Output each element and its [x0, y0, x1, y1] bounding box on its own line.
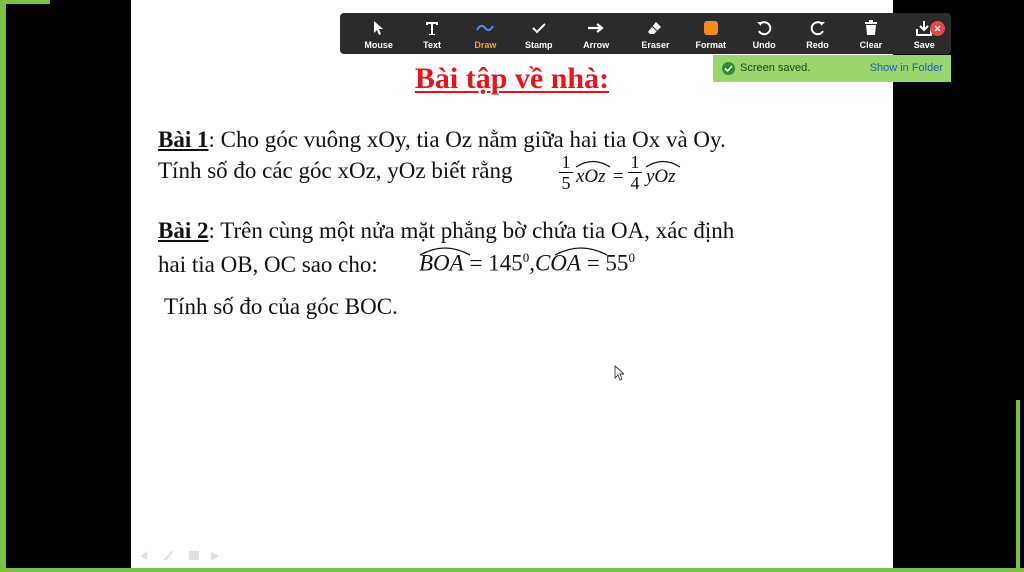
tool-label: Draw [474, 40, 497, 50]
mouse-cursor-icon [614, 365, 624, 381]
tool-label: Clear [859, 40, 883, 50]
draw-icon [476, 19, 494, 37]
trash-icon [862, 19, 880, 37]
exercise-1-line-1 [158, 125, 726, 155]
text-icon [423, 19, 441, 37]
tool-label: Undo [752, 40, 776, 50]
degree-sup: 0 [522, 250, 530, 265]
share-frame-right [1016, 400, 1020, 572]
tool-undo[interactable] [737, 13, 790, 54]
tool-label: Stamp [525, 40, 553, 50]
stamp-check-icon [530, 19, 548, 37]
tool-label: Arrow [583, 40, 610, 50]
fraction-one-fifth [559, 153, 573, 192]
exercise-2-line-2: hai tia OB, OC sao cho: [158, 252, 378, 277]
close-toolbar-button[interactable] [930, 21, 945, 36]
exercise-2-text: : Trên cùng một nửa mặt phẳng bờ chứa tia OA, xác định [208, 218, 735, 243]
tool-eraser[interactable] [627, 13, 684, 54]
angle-xoz: xOz [576, 166, 606, 187]
tool-arrow[interactable] [566, 13, 627, 54]
angle-hat-icon [554, 244, 608, 256]
undo-icon [755, 19, 773, 37]
angle-boa: BOA [419, 250, 464, 276]
tool-label: Format [695, 40, 727, 50]
tool-format[interactable] [684, 13, 737, 54]
notice-message: Screen saved. [740, 62, 811, 74]
check-circle-icon [722, 62, 735, 75]
shared-slide [131, 0, 893, 568]
degree-sup: 0 [628, 250, 635, 265]
share-frame-left [0, 0, 6, 572]
exercise-1-text: : Cho góc vuông xOy, tia Oz nằm giữa hai tia Ox và Oy. [208, 127, 726, 152]
eraser-icon [646, 19, 664, 37]
tool-label: Mouse [364, 40, 393, 50]
fraction-one-fourth [628, 153, 642, 192]
tool-text[interactable] [405, 13, 458, 54]
exercise-2-line-1 [158, 216, 734, 246]
mouse-pointer-icon [370, 19, 388, 37]
slide-nav-icons [139, 548, 229, 562]
angle-coa-value: = 55 [580, 250, 629, 276]
arrow-icon [587, 19, 605, 37]
tool-label: Eraser [641, 40, 670, 50]
fraction-denominator: 5 [561, 173, 571, 194]
angle-coa: COA [534, 250, 581, 276]
exercise-1-line-2: Tính số đo các góc xOz, yOz biết rằng [158, 158, 513, 183]
slide-title: Bài tập về nhà: [414, 62, 610, 95]
fraction-numerator: 1 [561, 152, 571, 172]
exercise-2-line-3: Tính số đo của góc BOC. [164, 294, 398, 319]
tool-label: Redo [806, 40, 829, 50]
fraction-numerator: 1 [630, 152, 640, 172]
tool-stamp[interactable] [512, 13, 565, 54]
share-frame-bottom [0, 568, 1024, 572]
equals-sign: = [613, 166, 624, 187]
show-in-folder-link[interactable]: Show in Folder [869, 62, 943, 74]
redo-icon [809, 19, 827, 37]
share-frame-top-left [0, 0, 50, 4]
tool-mouse[interactable] [352, 13, 405, 54]
angle-boa-value: = 145 [463, 250, 523, 276]
tool-redo[interactable] [791, 13, 844, 54]
tool-draw[interactable] [459, 13, 512, 54]
close-icon [934, 25, 941, 32]
annotation-toolbar [340, 13, 951, 54]
angle-yoz: yOz [646, 166, 676, 187]
fraction-denominator: 4 [630, 173, 640, 194]
screen-saved-notice [713, 55, 951, 82]
tool-label: Text [423, 40, 441, 50]
exercise-2-label: Bài 2 [158, 218, 209, 243]
tool-label: Save [913, 40, 935, 50]
exercise-1-label: Bài 1 [158, 127, 209, 152]
format-color-icon [702, 19, 720, 37]
tool-clear[interactable] [844, 13, 897, 54]
separator: , [529, 250, 535, 276]
